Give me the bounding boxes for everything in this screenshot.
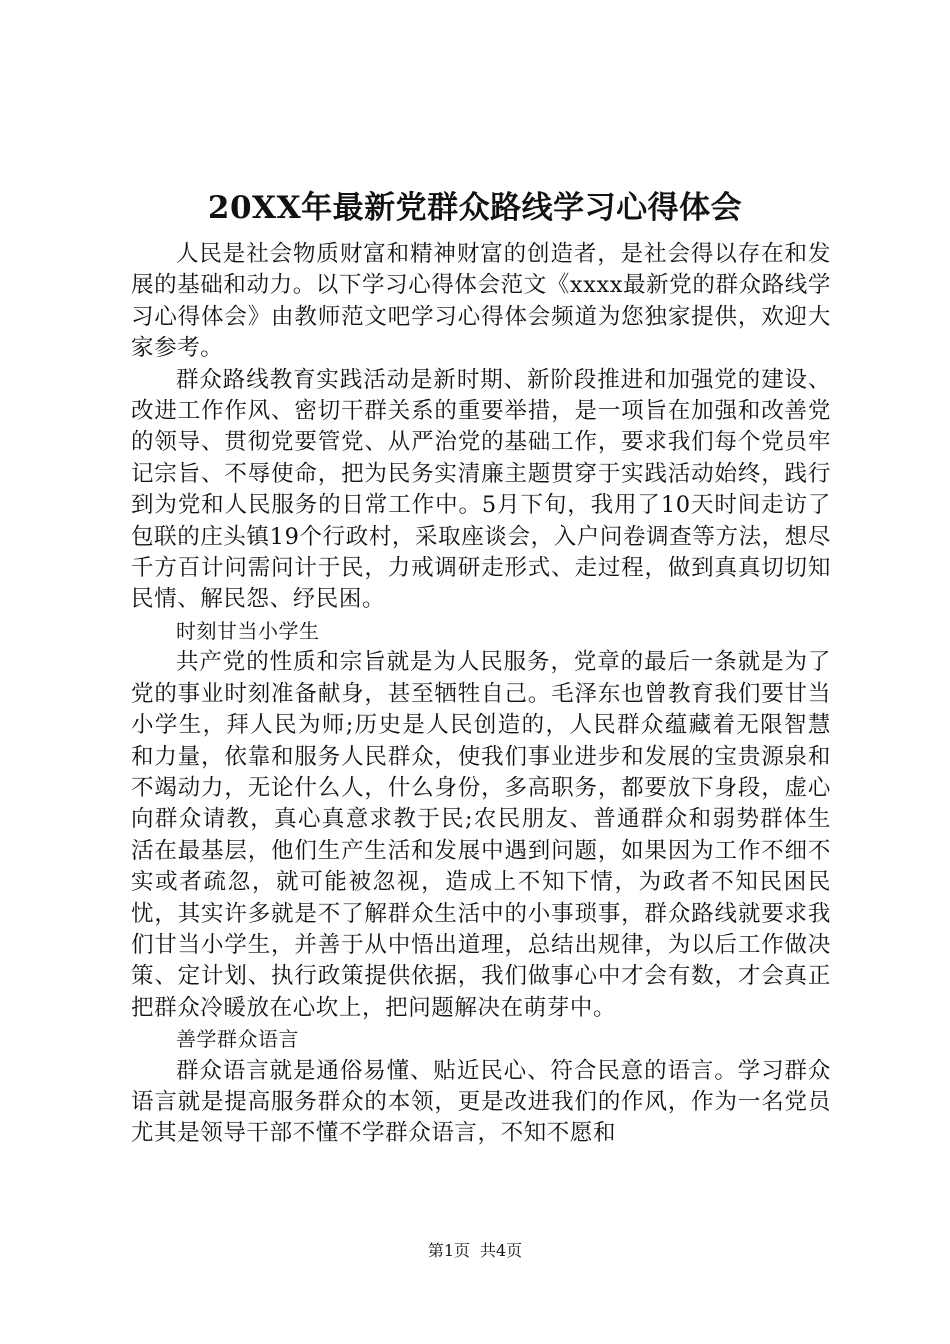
section-heading-student: 时刻甘当小学生 [176, 618, 320, 643]
document-body [131, 239, 831, 1150]
page-total: 共4页 [480, 1241, 523, 1260]
paragraph-practice-activity: 群众路线教育实践活动是新时期、新阶段推进和加强党的建设、改进工作作风、密切干群关系的重要举措，是一项旨在加强和改善党的领导、贯彻党要管党、从严治党的基础工作，要求我们每个党员牢记宗旨、不辱使命，把为民务实清廉主题贯穿于实践活动始终，践行到为党和人民服务的日常工作中。5月下旬，我用了10天时间走访了包联的庄头镇19个行政村，采取座谈会，入户问卷调查等方法，想尽千方百计问需问计于民，力戒调研走形式、走过程，做到真真切切知民情、解民怨、纾民困。 [131, 366, 831, 613]
paragraph-mass-language: 群众语言就是通俗易懂、贴近民心、符合民意的语言。学习群众语言就是提高服务群众的本领，更是改进我们的作风，作为一名党员尤其是领导干部不懂不学群众语言，不知不愿和 [131, 1057, 831, 1147]
page-footer [0, 1240, 950, 1262]
paragraph-serve-people: 共产党的性质和宗旨就是为人民服务，党章的最后一条就是为了党的事业时刻准备献身，甚至牺牲自己。毛泽东也曾教育我们要甘当小学生，拜人民为师;历史是人民创造的，人民群众蕴藏着无限智慧和力量，依靠和服务人民群众，使我们事业进步和发展的宝贵源泉和不竭动力，无论什么人，什么身份，多高职务，都要放下身段，虚心向群众请教，真心真意求教于民;农民朋友、普通群众和弱势群体生活在最基层，他们生产生活和发展中遇到问题，如果因为工作不细不实或者疏忽，就可能被忽视，造成上不知下情，为政者不知民困民忧，其实许多就是不了解群众生活中的小事琐事，群众路线就要求我们甘当小学生，并善于从中悟出道理，总结出规律，为以后工作做决策、定计划、执行政策提供依据，我们做事心中才会有数，才会真正把群众冷暖放在心坎上，把问题解决在萌芽中。 [131, 649, 831, 1021]
document-title: 20XX年最新党群众路线学习心得体会 [207, 190, 743, 226]
page-number: 第1页 [427, 1241, 470, 1260]
section-heading-language: 善学群众语言 [176, 1027, 299, 1052]
paragraph-intro: 人民是社会物质财富和精神财富的创造者，是社会得以存在和发展的基础和动力。以下学习心得体会范文《xxxx最新党的群众路线学习心得体会》由教师范文吧学习心得体会频道为您独家提供，欢迎大家参考。 [131, 241, 831, 362]
